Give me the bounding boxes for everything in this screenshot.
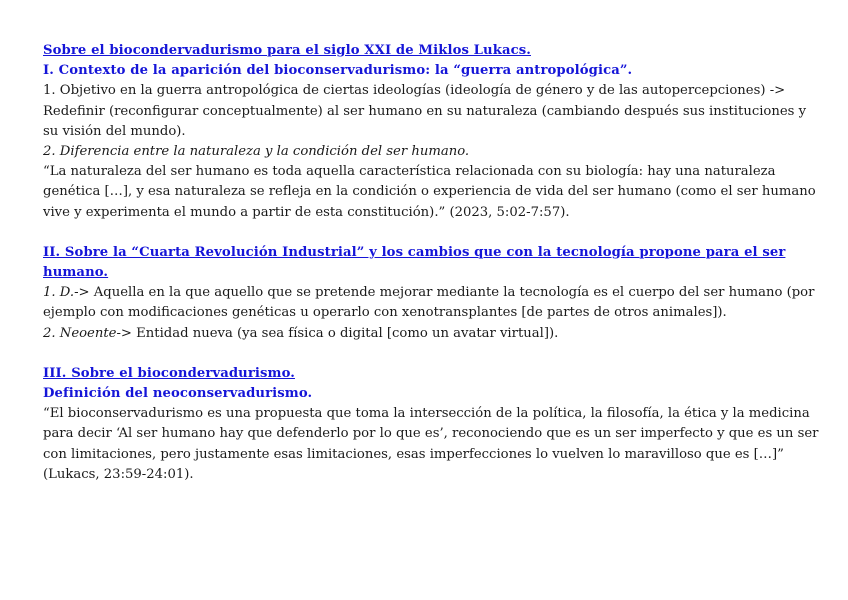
section-1-item-1: 1. Objetivo en la guerra antropológica de ciertas ideologías (ideología de género y de las autopercepciones) -> Redefinir (reconfigurar conceptualmente) al ser humano en su naturaleza (cambiando después sus instituciones y su visión del mundo). — [43, 83, 807, 139]
spacer — [43, 344, 823, 364]
section-2-item-2 — [43, 324, 823, 344]
section-1-item-2-heading: 2. Diferencia entre la naturaleza y la condición del ser humano. — [43, 144, 470, 160]
section-3-heading: III. Sobre el biocondervadurismo. — [43, 365, 295, 381]
section-2-item-1 — [43, 283, 823, 323]
section-2-item-2-label: 2. Neoente — [43, 325, 117, 341]
section-2-item-1-text: -> Aquella en la que aquello que se pretende mejorar mediante la tecnología es el cuerpo del ser humano (por ejemplo con modificaciones genéticas u operarlo con xenotransplantes [de partes de otros animales]). — [43, 285, 815, 321]
section-2-item-1-label: 1. D. — [43, 285, 75, 301]
document-title: Sobre el biocondervadurismo para el siglo XXI de Miklos Lukacs. — [43, 43, 531, 58]
section-1-quote: “La naturaleza del ser humano es toda aquella característica relacionada con su biología: hay una naturaleza genética […], y esa naturaleza se refleja en la condición o experiencia de vida del ser humano (como el ser humano vive y experimenta el mundo a partir de esta constitución).” (2023, 5:02-7:57). — [43, 164, 816, 220]
document-body — [43, 41, 823, 485]
section-2-item-2-text: -> Entidad nueva (ya sea física o digital [como un avatar virtual]). — [116, 325, 559, 341]
section-3-subheading: Definición del neoconservadurismo. — [43, 386, 313, 402]
section-2-heading: II. Sobre la “Cuarta Revolución Industrial” y los cambios que con la tecnología propone para el ser humano. — [43, 244, 786, 281]
spacer — [43, 223, 823, 243]
section-1-heading: I. Contexto de la aparición del bioconservadurismo: la “guerra antropológica”. — [43, 63, 633, 79]
section-3-quote: “El bioconservadurismo es una propuesta que toma la intersección de la política, la filosofía, la ética y la medicina para decir ‘Al ser humano hay que defenderlo por lo que es’, reconociendo que es un ser imperfecto y que es un ser con limitaciones, pero justamente esas limitaciones, esas imperfecciones lo vuelven lo maravilloso que es […]” (Lukacs, 23:59-24:01). — [43, 406, 819, 482]
